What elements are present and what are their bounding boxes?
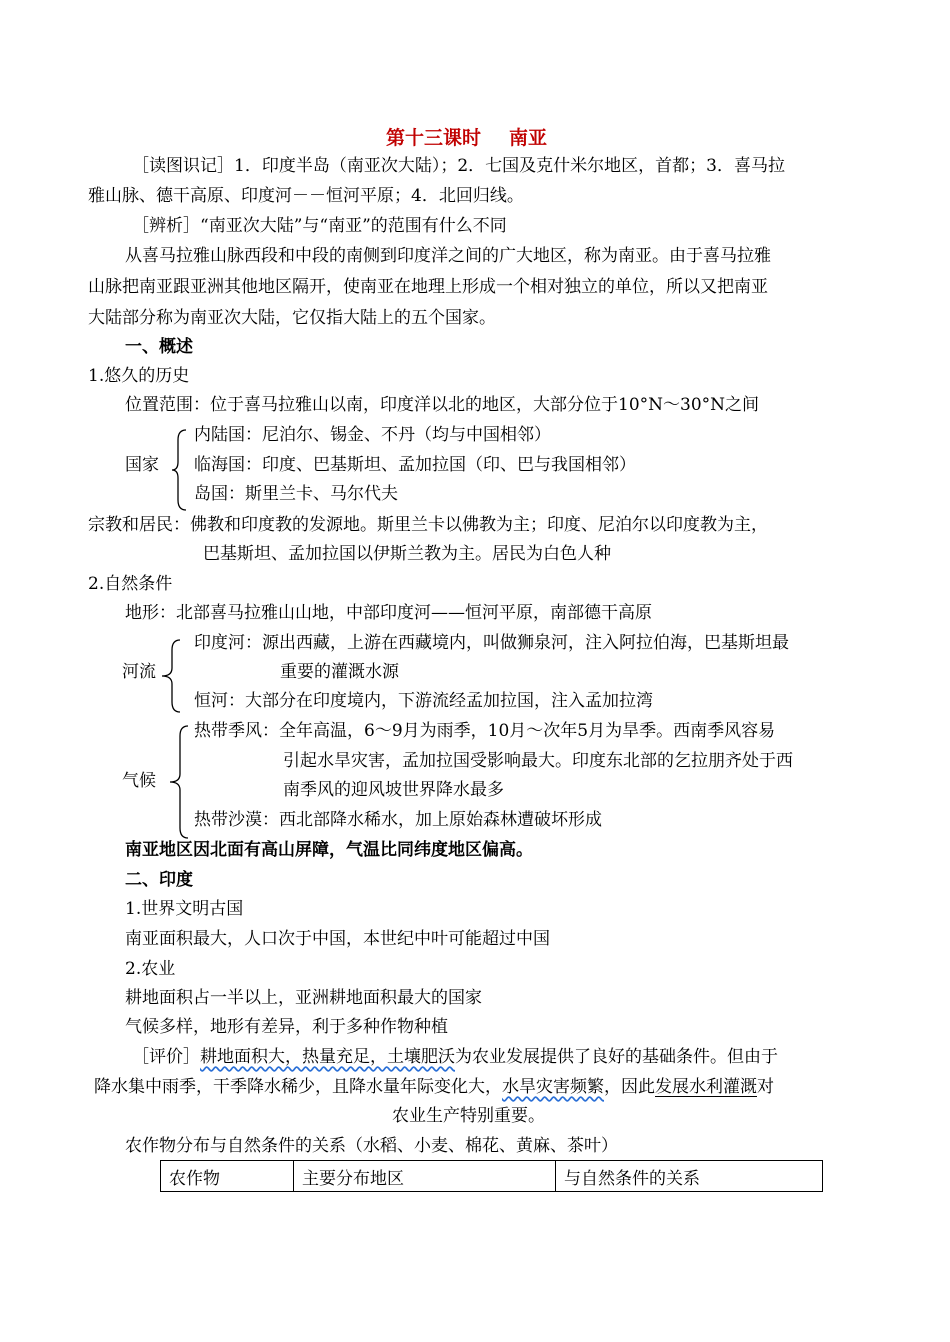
- page-title: [386, 127, 547, 149]
- indus-line1: 印度河：源出西藏，上游在西藏境内，叫做狮泉河，注入阿拉伯海，巴基斯坦最: [194, 633, 789, 653]
- history-heading: 1.悠久的历史: [88, 366, 190, 386]
- monsoon-line2: 引起水旱灾害，孟加拉国受影响最大。印度东北部的乞拉朋齐处于西: [283, 751, 793, 771]
- countries-label: 国家: [125, 455, 159, 475]
- indus-line2: 重要的灌溉水源: [280, 662, 399, 682]
- countries-brace: [170, 428, 190, 512]
- natural-heading: 2.自然条件: [88, 574, 173, 594]
- rivers-brace: [160, 638, 182, 714]
- evaluation-text-a: 为农业发展提供了良好的基础条件。但由于: [455, 1047, 778, 1067]
- analysis-para3: 大陆部分称为南亚次大陆，它仅指大陆上的五个国家。: [88, 308, 496, 328]
- country-island: 岛国：斯里兰卡、马尔代夫: [194, 484, 398, 504]
- evaluation-line2: [94, 1076, 774, 1098]
- evaluation-line3: 农业生产特别重要。: [392, 1106, 545, 1126]
- country-landlocked: 内陆国：尼泊尔、锡金、不丹（均与中国相邻）: [194, 425, 551, 445]
- evaluation-text-d: 对: [757, 1077, 774, 1097]
- analysis-para2: 山脉把南亚跟亚洲其他地区隔开，使南亚在地理上形成一个相对独立的单位，所以又把南亚: [88, 277, 768, 297]
- analysis-question: ［辨析］“南亚次大陆”与“南亚”的范围有什么不同: [132, 216, 507, 236]
- terrain-text: 地形：北部喜马拉雅山山地，中部印度河——恒河平原，南部德干高原: [125, 603, 652, 623]
- evaluation-highlight-disasters: 水旱灾害频繁: [502, 1077, 604, 1097]
- lesson-number: 第十三课时: [386, 127, 482, 149]
- agriculture-heading: 2.农业: [125, 959, 176, 979]
- evaluation-text-b: 降水集中雨季，干季降水稀少，且降水量年际变化大，: [94, 1077, 502, 1097]
- monsoon-line1: 热带季风：全年高温，6～9月为雨季，10月～次年5月为旱季。西南季风容易: [194, 721, 776, 741]
- religion-line1: 宗教和居民：佛教和印度教的发源地。斯里兰卡以佛教为主；印度、尼泊尔以印度教为主，: [88, 515, 768, 535]
- analysis-para1: 从喜马拉雅山脉西段和中段的南侧到印度洋之间的广大地区，称为南亚。由于喜马拉雅: [125, 246, 771, 266]
- crops-table: [160, 1160, 823, 1192]
- india-heading: 二、印度: [125, 870, 193, 890]
- religion-line2: 巴基斯坦、孟加拉国以伊斯兰教为主。居民为白色人种: [203, 544, 611, 564]
- table-header-relation: 与自然条件的关系: [556, 1161, 823, 1192]
- agriculture-line2: 气候多样，地形有差异，利于多种作物种植: [125, 1017, 448, 1037]
- table-header-crop: 农作物: [161, 1161, 294, 1192]
- crops-intro: 农作物分布与自然条件的关系（水稻、小麦、棉花、黄麻、茶叶）: [125, 1136, 618, 1156]
- lesson-region: 南亚: [509, 127, 548, 149]
- civilization-heading: 1.世界文明古国: [125, 899, 244, 919]
- monsoon-line3: 南季风的迎风坡世界降水最多: [283, 780, 504, 800]
- evaluation-highlight-irrigation: 发展水利灌溉: [655, 1077, 757, 1097]
- country-coastal: 临海国：印度、巴基斯坦、孟加拉国（印、巴与我国相邻）: [194, 455, 636, 475]
- location-text: 位置范围：位于喜马拉雅山以南，印度洋以北的地区，大部分位于10°N～30°N之间: [125, 395, 760, 415]
- evaluation-text-c: ，因此: [604, 1077, 655, 1097]
- overview-heading: 一、概述: [125, 337, 193, 357]
- civilization-text: 南亚面积最大，人口次于中国，本世纪中叶可能超过中国: [125, 929, 550, 949]
- temperature-note: 南亚地区因北面有高山屏障，气温比同纬度地区偏高。: [125, 840, 533, 860]
- read-map-line1: ［读图识记］1．印度半岛（南亚次大陆）；2．七国及克什米尔地区，首都；3．喜马拉: [132, 156, 785, 176]
- agriculture-line1: 耕地面积占一半以上，亚洲耕地面积最大的国家: [125, 988, 482, 1008]
- table-header-row: [161, 1161, 823, 1192]
- ganges-text: 恒河：大部分在印度境内，下游流经孟加拉国，注入孟加拉湾: [194, 691, 653, 711]
- climate-brace: [168, 724, 190, 840]
- rivers-label: 河流: [122, 662, 156, 682]
- climate-label: 气候: [122, 771, 156, 791]
- evaluation-label: ［评价］: [132, 1047, 200, 1067]
- read-map-line2: 雅山脉、德干高原、印度河－－恒河平原；4．北回归线。: [88, 186, 524, 206]
- table-header-region: 主要分布地区: [294, 1161, 556, 1192]
- desert-text: 热带沙漠：西北部降水稀水，加上原始森林遭破坏形成: [194, 810, 602, 830]
- evaluation-highlight-conditions: 耕地面积大，热量充足，土壤肥沃: [200, 1047, 455, 1067]
- evaluation-line1: [132, 1046, 778, 1068]
